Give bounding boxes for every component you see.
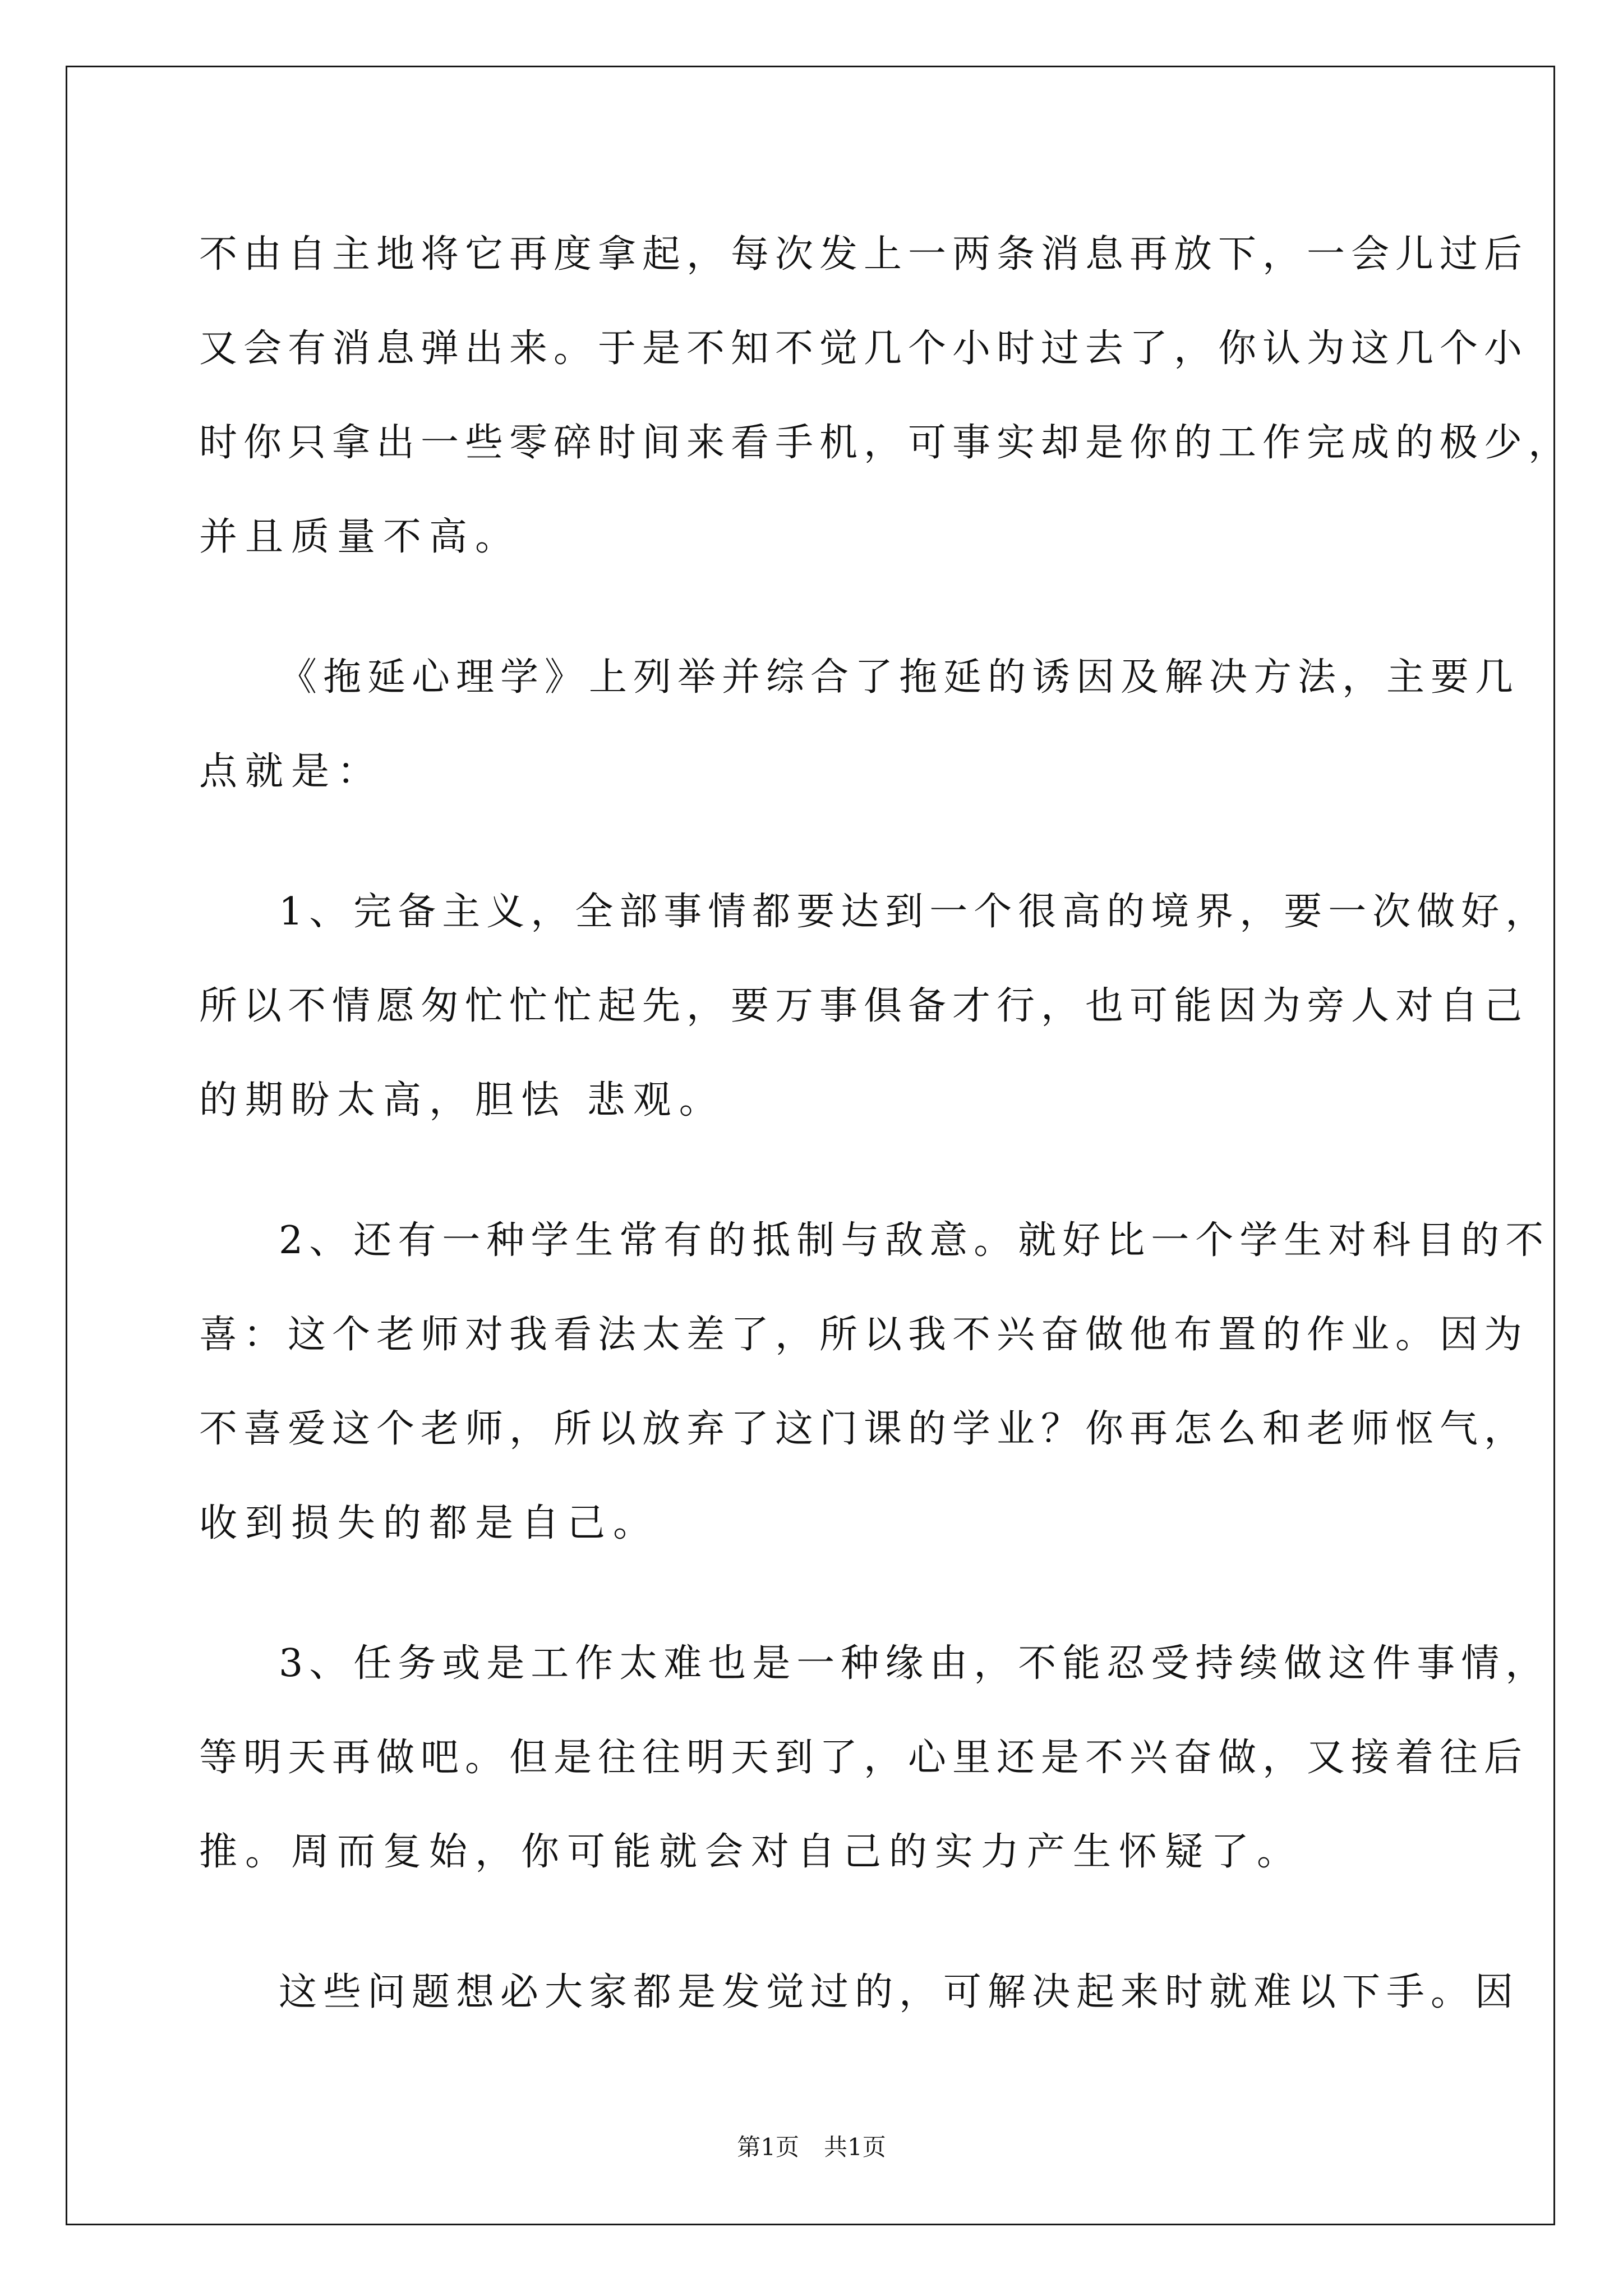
text-line: 不喜爱这个老师，所以放弃了这门课的学业？你再怎么和老师怄气， xyxy=(199,1407,1529,1451)
text-line: 收到损失的都是自己。 xyxy=(199,1501,660,1545)
text-line: 等明天再做吧。但是往往明天到了，心里还是不兴奋做，又接着往后 xyxy=(199,1736,1529,1780)
text-line: 喜：这个老师对我看法太差了，所以我不兴奋做他布置的作业。因为 xyxy=(199,1313,1529,1357)
text-line: 所以不情愿匆忙忙忙起先，要万事俱备才行，也可能因为旁人对自己 xyxy=(199,984,1529,1028)
text-line: 《拖延心理学》上列举并综合了拖延的诱因及解决方法，主要几 xyxy=(279,655,1520,700)
text-line: 并且质量不高。 xyxy=(199,515,522,559)
page-footer xyxy=(0,2129,1623,2162)
paragraph xyxy=(199,1945,1520,2040)
paragraph-gap xyxy=(199,585,1433,631)
document-body xyxy=(199,208,1573,2040)
paragraph xyxy=(199,865,1550,1148)
text-line: 2、还有一种学生常有的抵制与敌意。就好比一个学生对科目的不 xyxy=(279,1218,1550,1263)
page-number: 第1页 xyxy=(737,2133,799,2161)
paragraph xyxy=(199,1194,1550,1571)
text-line: 这些问题想必大家都是发觉过的，可解决起来时就难以下手。因 xyxy=(279,1970,1520,2014)
text-line: 的期盼太高，胆怯 悲观。 xyxy=(199,1078,725,1122)
paragraph xyxy=(199,208,1573,585)
paragraph-gap xyxy=(199,819,1433,865)
text-line: 又会有消息弹出来。于是不知不觉几个小时过去了，你认为这几个小 xyxy=(199,326,1529,371)
text-line: 不由自主地将它再度拿起，每次发上一两条消息再放下，一会儿过后 xyxy=(199,232,1529,277)
text-line: 推。周而复始，你可能就会对自己的实力产生怀疑了。 xyxy=(199,1830,1303,1874)
text-line: 时你只拿出一些零碎时间来看手机，可事实却是你的工作完成的极少， xyxy=(199,421,1573,465)
paragraph xyxy=(199,631,1520,819)
paragraph-gap xyxy=(199,1899,1433,1945)
paragraph xyxy=(199,1617,1550,1899)
text-line: 3、任务或是工作太难也是一种缘由，不能忍受持续做这件事情， xyxy=(279,1641,1550,1686)
page-total: 共1页 xyxy=(824,2133,886,2161)
paragraph-gap xyxy=(199,1571,1433,1617)
text-line: 点就是： xyxy=(199,749,384,794)
text-line: 1、完备主义，全部事情都要达到一个很高的境界，要一次做好， xyxy=(279,890,1550,934)
paragraph-gap xyxy=(199,1148,1433,1194)
